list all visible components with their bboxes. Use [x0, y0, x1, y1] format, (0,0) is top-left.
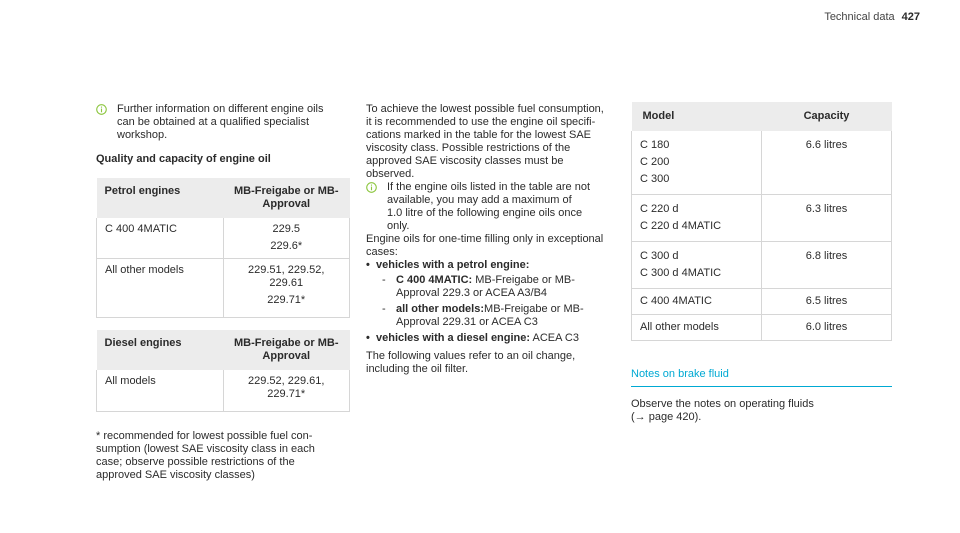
info-note — [96, 103, 350, 142]
intro-paragraph: To achieve the lowest possible fuel consumption, it is recommended to use the engine oil specifi- cations marked in the table for the lowest SAE viscosity class. Possible restrictions of the approved SAE viscosity classes must be observed. — [366, 103, 604, 180]
capacity-table — [631, 102, 892, 341]
model-header: Model — [632, 102, 762, 131]
table-header-row — [632, 102, 892, 131]
engine-cell: All other models — [97, 259, 224, 318]
capacity-cell: 6.6 litres — [762, 131, 892, 195]
footnote: * recommended for lowest possible fuel con- sumption (lowest SAE viscosity class in each case; observe possible restrictions of the approved SAE viscosity classes) — [96, 430, 315, 481]
info-note-icon — [366, 182, 377, 193]
diesel-engines-header: Diesel engines — [97, 330, 224, 370]
list-item: • vehicles with a diesel engine: ACEA C3 — [366, 332, 616, 345]
petrol-sublist — [376, 274, 616, 329]
section-title: Technical data — [824, 11, 895, 23]
brake-fluid-text: Observe the notes on operating fluids (→ page 420). — [631, 398, 892, 424]
table-row — [97, 218, 350, 259]
info-note-text: If the engine oils listed in the table are not available, you may add a maximum of 1.0 litre of the following engine oils once only. — [387, 181, 591, 232]
model-cell: C 220 d C 220 d 4MATIC — [632, 195, 762, 242]
approval-cell: 229.52, 229.61, 229.71* — [223, 370, 350, 412]
column-3 — [631, 102, 892, 424]
approval-cell: 229.5 229.6* — [223, 218, 350, 259]
quality-capacity-heading: Quality and capacity of engine oil — [96, 153, 271, 165]
diesel-engine-table — [96, 330, 350, 412]
capacity-cell: 6.3 litres — [762, 195, 892, 242]
info-note-text: Further information on different engine oils can be obtained at a qualified specialist workshop. — [117, 103, 324, 141]
table-row — [97, 259, 350, 318]
column-1 — [96, 103, 350, 482]
model-cell: All other models — [632, 315, 762, 341]
table-row — [632, 289, 892, 315]
page-header — [824, 11, 920, 24]
table-header-row — [97, 178, 350, 218]
table-row — [632, 195, 892, 242]
closing-paragraph: The following values refer to an oil change, including the oil filter. — [366, 350, 576, 375]
table-row — [632, 131, 892, 195]
capacity-header: Capacity — [762, 102, 892, 131]
list-item: • vehicles with a petrol engine: - C 400 4MATIC: MB-Freigabe or MB- Approval 229.3 or ACEA A3/B4 - all other models:MB-Freigabe or MB- Approval 229.31 or ACEA C3 — [366, 259, 616, 329]
capacity-cell: 6.0 litres — [762, 315, 892, 341]
capacity-cell: 6.8 litres — [762, 242, 892, 289]
page-reference-link[interactable]: (→ page 420). — [631, 411, 702, 423]
approval-header: MB-Freigabe or MB-Approval — [223, 330, 350, 370]
exceptional-paragraph: Engine oils for one-time filling only in exceptional cases: — [366, 233, 604, 258]
model-cell: C 400 4MATIC — [632, 289, 762, 315]
approval-header: MB-Freigabe or MB-Approval — [223, 178, 350, 218]
table-row — [632, 242, 892, 289]
list-item: - C 400 4MATIC: MB-Freigabe or MB- Approval 229.3 or ACEA A3/B4 — [376, 274, 616, 300]
oil-list — [366, 259, 616, 345]
info-note — [366, 181, 616, 233]
info-note-icon — [96, 104, 107, 115]
petrol-engine-table — [96, 178, 350, 318]
table-header-row — [97, 330, 350, 370]
table-row — [632, 315, 892, 341]
petrol-engines-header: Petrol engines — [97, 178, 224, 218]
engine-cell: C 400 4MATIC — [97, 218, 224, 259]
approval-cell: 229.51, 229.52, 229.61 229.71* — [223, 259, 350, 318]
list-item: - all other models:MB-Freigabe or MB- Approval 229.31 or ACEA C3 — [376, 303, 616, 329]
engine-cell: All models — [97, 370, 224, 412]
model-cell: C 300 d C 300 d 4MATIC — [632, 242, 762, 289]
model-cell: C 180 C 200 C 300 — [632, 131, 762, 195]
brake-fluid-heading: Notes on brake fluid — [631, 368, 892, 387]
page-number: 427 — [901, 11, 920, 23]
capacity-cell: 6.5 litres — [762, 289, 892, 315]
column-2 — [366, 103, 616, 376]
table-row — [97, 370, 350, 412]
